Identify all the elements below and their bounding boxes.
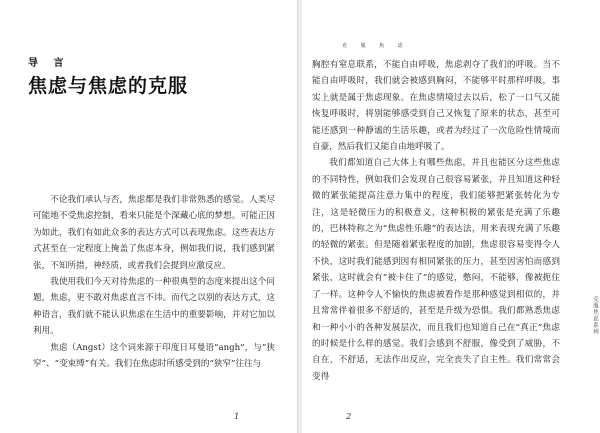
- page-number: 1: [234, 412, 240, 422]
- paragraph: 不论我们承认与否，焦虑都是我们非常熟悉的感觉。人类尽可能地不受焦虑控制，看来只能是个深藏心底的梦想。可能正因为如此，我们有如此众多的表达方式可以表现焦虑。这些表达方式甚至在一定程度上掩盖了焦虑本身，例如我们说，我们感到紧张，不知所措，神经质，或者我们会提到应激反应。: [33, 195, 275, 271]
- left-page-body: [33, 192, 275, 372]
- side-margin-mark: 克服焦虑系列: [592, 296, 598, 335]
- page-number: 2: [346, 412, 352, 422]
- right-page-body: [312, 57, 560, 385]
- left-page: [0, 0, 297, 433]
- section-label: 导 言: [28, 58, 70, 69]
- chapter-title: 焦虑与焦虑的克服: [28, 75, 189, 97]
- right-page: [302, 0, 600, 433]
- paragraph: 我使用我们今天对待焦虑的一种很典型的态度来提出这个问题，焦虑，更不敢对焦虑直言不讳。而代之以别的表达方式，这种语言，我们就不能认识焦虑在生活中的重要影响，并对它加以利用。: [33, 277, 275, 337]
- running-head: 克 服 焦 虑: [342, 43, 409, 49]
- paragraph: 胸腔有窒息联系，不能自由呼吸，焦虑剥夺了我们的呼吸。当不能自由呼吸时，我们就会被感到胸闷，不能够平时那样呼吸，事实上就是属于焦虑现象。在焦虑情境过去以后，松了一口气又能恢复呼吸时，将别能够感受到自己又恢复了原来的状态，甚至可能还感到一种静谧的生活乐趣，或者为经过了一次危险性情境而自豪，然后我们又能自由地呼吸了。: [312, 60, 560, 153]
- paragraph: 我们都知道自己大体上有哪些焦虑，并且也能区分这些焦虑的不同特性，例如我们会发现自己很容易紧张，并且知道这种轻微的紧张能提高注意力集中的程度，我们能够把紧张转化为专注，这是轻微压力的积极意义，这种积极的紧张是充满了乐趣的，巴林特称之为“焦虑性乐趣”的表达法，用来表现充满了乐趣的轻微的紧张。但是随着紧张程度的加剧，焦虑很容易变得令人不快，这时我们能感到因有相同紧张的压力，甚至因害怕而感到紧张，这时就会有“被卡住了”的感觉，憋闷，不能够，像被扼住了一样。这种令人不愉快的焦虑被看作是那种感觉到相似的，并且常常伴着很多不舒适的，甚至是升级为恐惧。我们都熟悉焦虑和一种小小的各种发展层次，而且我们也知道自己在“真正”焦虑的时候是什么样的感觉。我们会感到不舒服，像受到了威胁，不自在，不舒适，无法作出反应，完全丧失了自主性。我们常常会变得: [312, 158, 560, 382]
- paragraph: 焦虑（Angst）这个词来源于印度日耳曼语“angh”，与“狭窄”、“变束缚”有关。我们在焦虑时所感受到的“狭窄”往往与: [33, 342, 275, 370]
